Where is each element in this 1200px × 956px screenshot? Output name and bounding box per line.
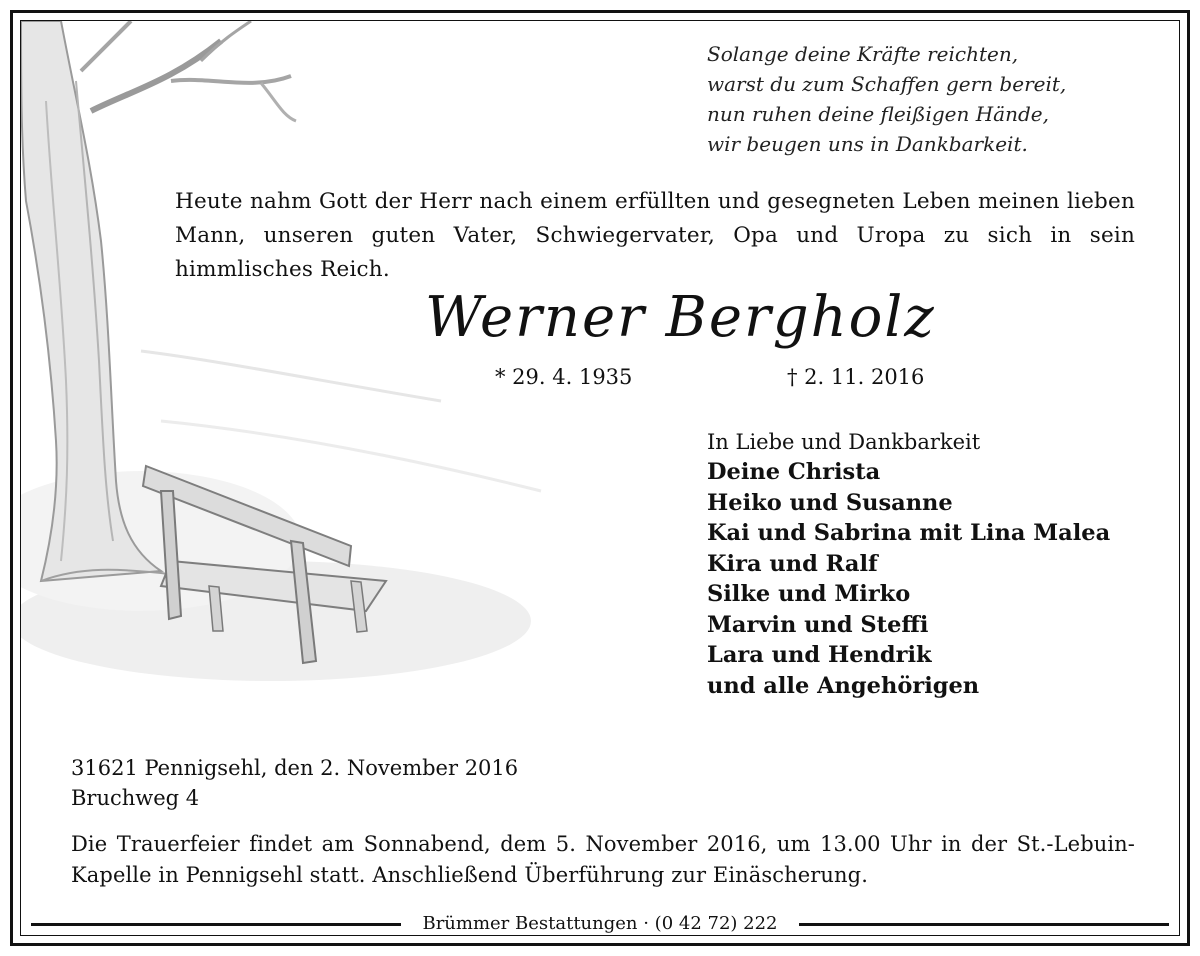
place-date-line: 31621 Pennigsehl, den 2. November 2016 xyxy=(71,756,519,780)
family-member: Kai und Sabrina mit Lina Malea xyxy=(707,520,1111,546)
family-member: Kira und Ralf xyxy=(707,550,878,577)
footer xyxy=(21,911,1179,936)
footer-rule-left xyxy=(31,923,401,926)
family-list xyxy=(707,427,1110,701)
family-intro: In Liebe und Dankbarkeit xyxy=(707,430,981,454)
intro-text: Heute nahm Gott der Herr nach einem erfüllten und gesegneten Leben meinen lieben Mann, unseren guten Vater, Schwiegervater, Opa und Uropa zu sich in sein himmlisches Reich. xyxy=(175,189,1135,282)
family-member: und alle Angehörigen xyxy=(707,672,980,699)
tree-branch-4 xyxy=(81,21,131,71)
funeral-home-imprint: Brümmer Bestattungen · (0 42 72) 222 xyxy=(422,913,778,934)
tree-branch-5 xyxy=(261,83,296,121)
family-member: Deine Christa xyxy=(707,459,881,485)
family-member: Heiko und Susanne xyxy=(707,489,953,516)
deceased-name: Werner Bergholz xyxy=(425,285,936,350)
ceremony-notice: Die Trauerfeier findet am Sonnabend, dem 5. November 2016, um 13.00 Uhr in der St.-Lebuin-Kapelle in Pennigsehl statt. Anschließend Überführung zur Einäscherung. xyxy=(71,832,1135,887)
background-sketch-1 xyxy=(141,351,441,401)
place-and-date xyxy=(71,753,518,813)
family-member: Lara und Hendrik xyxy=(707,642,932,668)
family-member: Silke und Mirko xyxy=(707,581,911,607)
family-member: Marvin und Steffi xyxy=(707,611,929,638)
footer-rule-right xyxy=(799,923,1169,926)
death-date: † 2. 11. 2016 xyxy=(787,365,925,389)
poem-line: warst du zum Schaffen gern bereit, xyxy=(707,72,1067,96)
tree-branch-3 xyxy=(201,21,251,61)
poem-line: wir beugen uns in Dankbarkeit. xyxy=(707,132,1028,156)
address-line: Bruchweg 4 xyxy=(71,786,200,810)
poem xyxy=(707,39,1066,159)
poem-line: nun ruhen deine fleißigen Hände, xyxy=(707,102,1049,126)
tree-branch-2 xyxy=(171,76,291,83)
poem-line: Solange deine Kräfte reichten, xyxy=(707,42,1019,66)
tree-branch-1 xyxy=(91,41,221,111)
obituary-card xyxy=(20,20,1180,936)
birth-date: * 29. 4. 1935 xyxy=(495,365,633,389)
